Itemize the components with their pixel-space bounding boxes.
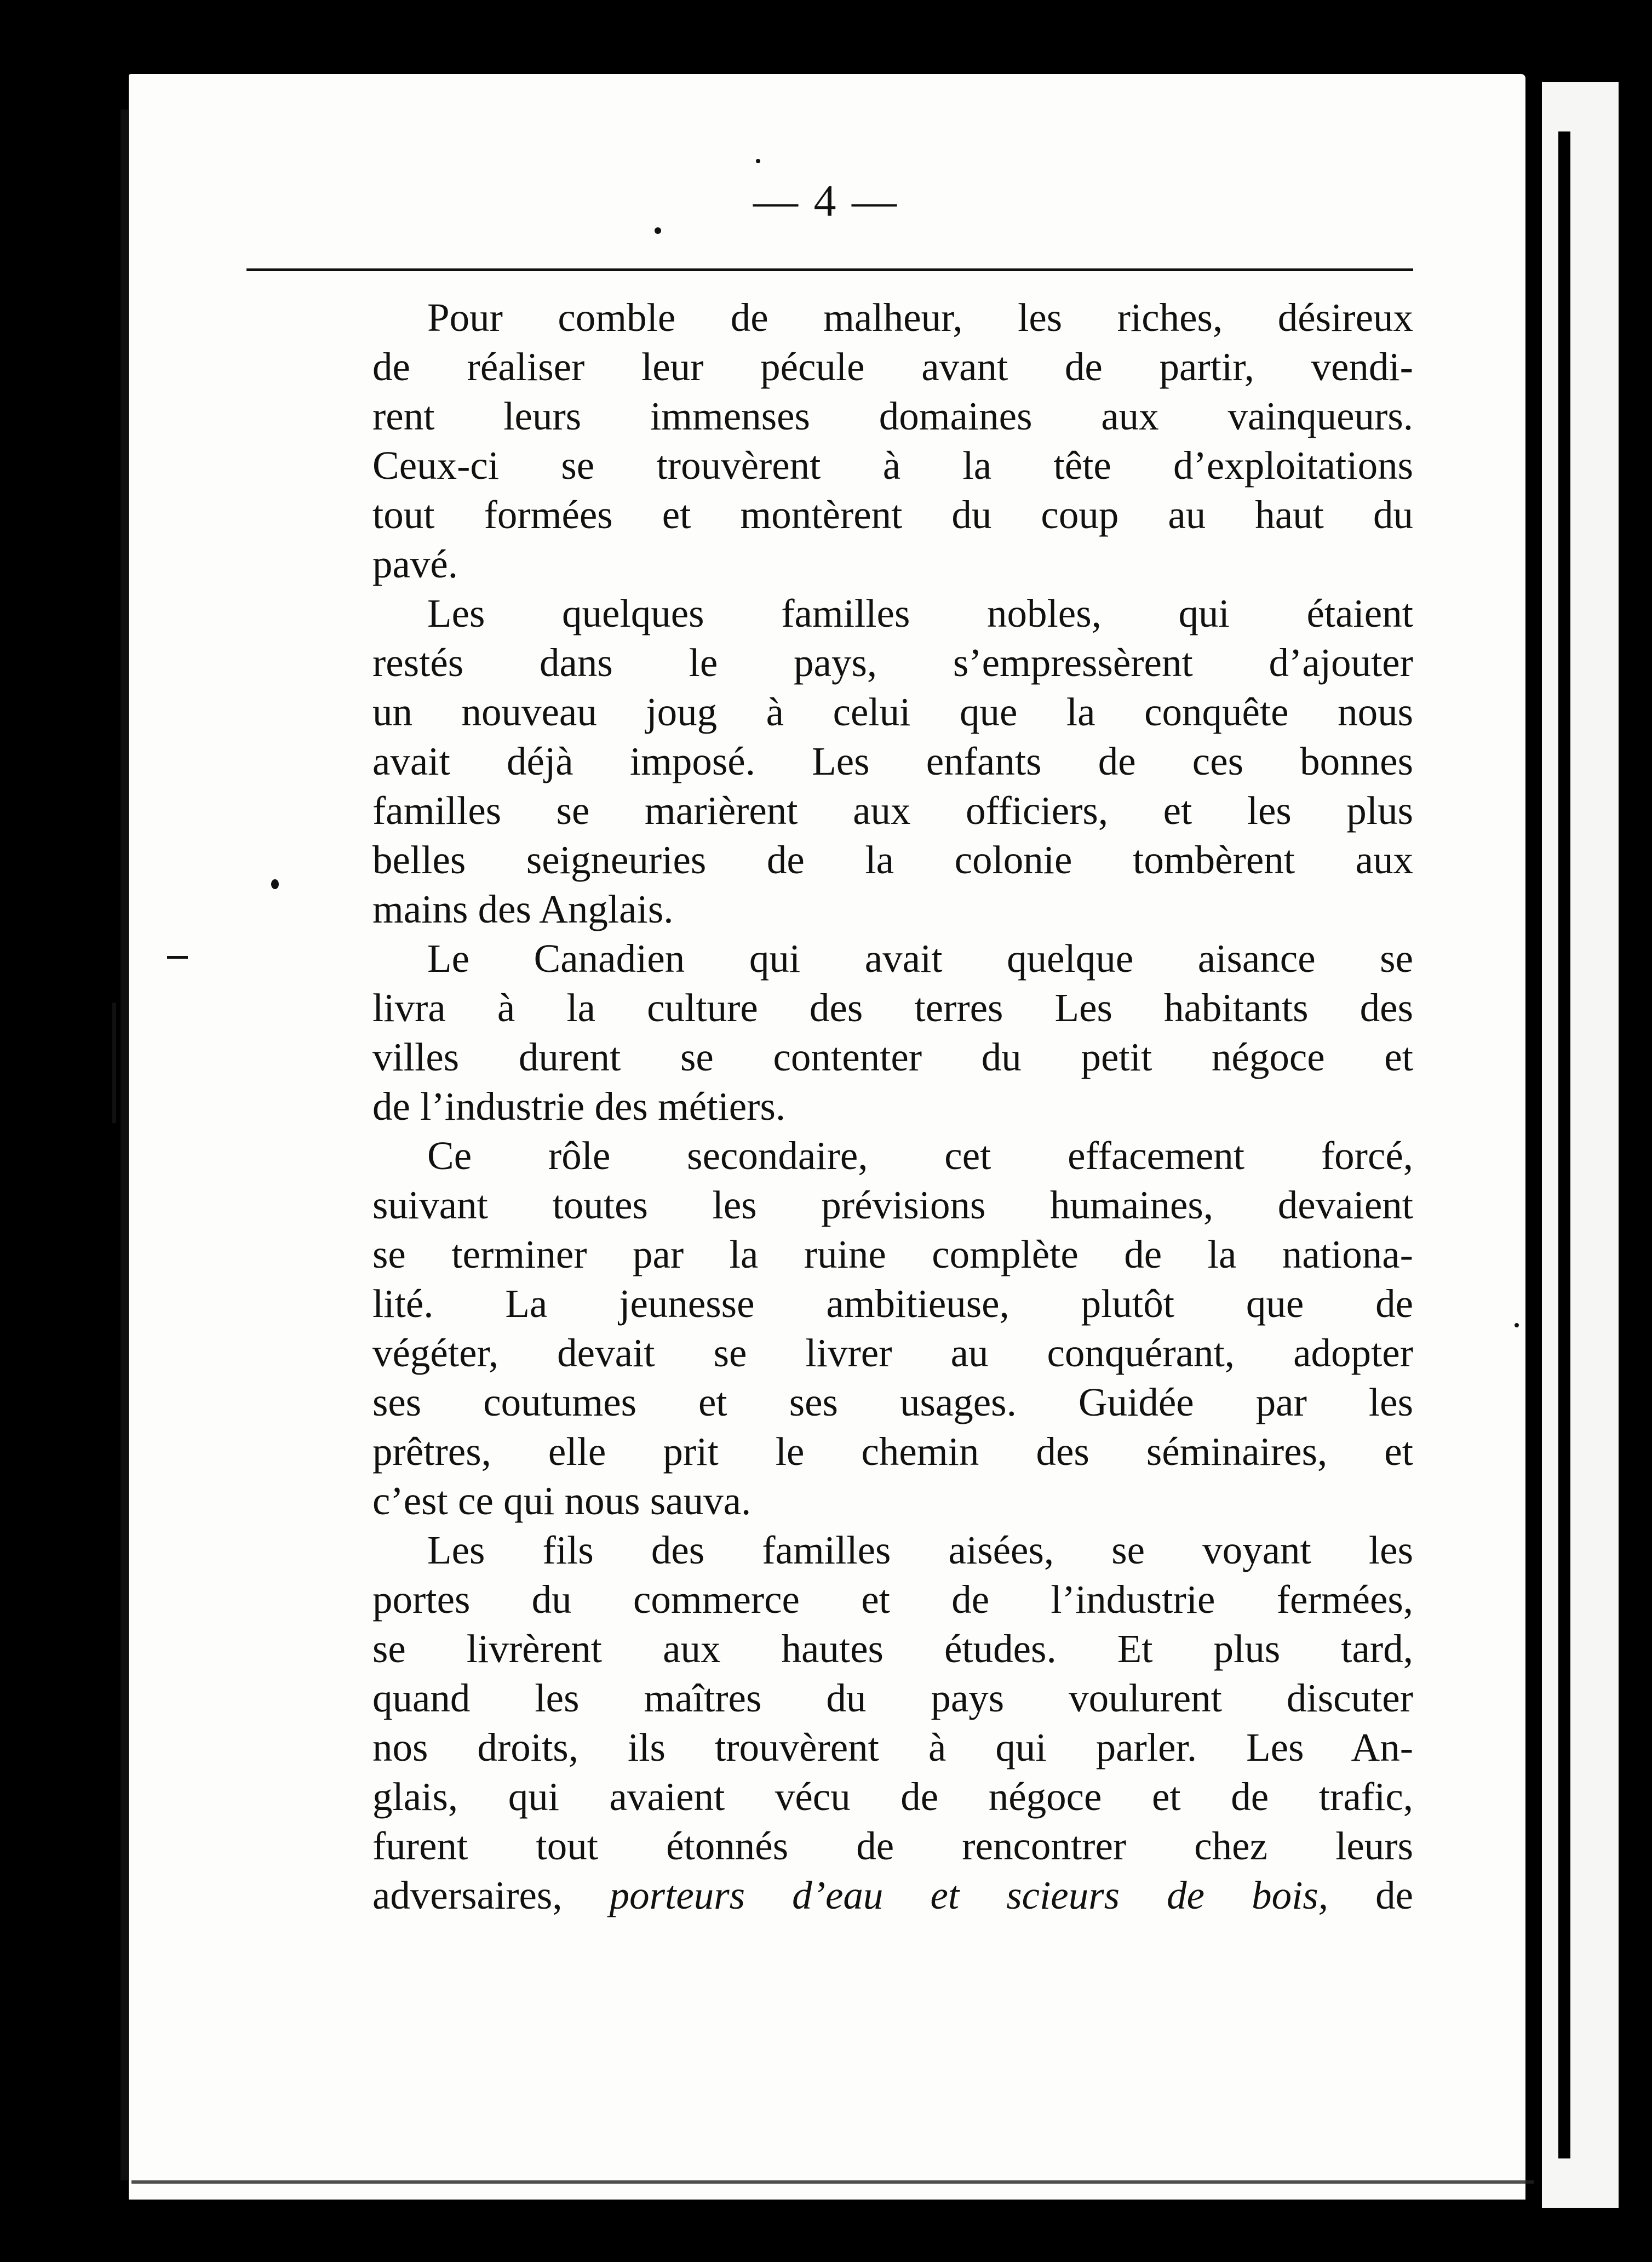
body-text: [372, 293, 1413, 1920]
text-line: avait déjà imposé. Les enfants de ces bonnes: [372, 739, 1413, 783]
text-line: restés dans le pays, s’empressèrent d’ajouter: [372, 640, 1413, 685]
text-line: se livrèrent aux hautes études. Et plus tard,: [372, 1627, 1413, 1671]
final-line-italic: porteurs d’eau et scieurs de bois,: [609, 1873, 1329, 1917]
text-line: Les quelques familles nobles, qui étaient: [427, 591, 1413, 635]
text-line: nos droits, ils trouvèrent à qui parler. Les An-: [372, 1725, 1413, 1769]
header-rule: [246, 268, 1413, 271]
text-line: Ceux-ci se trouvèrent à la tête d’exploitations: [372, 443, 1413, 488]
text-line: de l’industrie des métiers.: [372, 1084, 786, 1129]
text-line: se terminer par la ruine complète de la nationa-: [372, 1232, 1413, 1276]
text-line: glais, qui avaient vécu de négoce et de trafic,: [372, 1774, 1413, 1819]
text-line: c’est ce qui nous sauva.: [372, 1479, 752, 1523]
text-line: rent leurs immenses domaines aux vainqueurs.: [372, 394, 1413, 438]
scan-margin-mark: [121, 110, 128, 2180]
text-line: Les fils des familles aisées, se voyant les: [427, 1528, 1413, 1572]
text-line: Ce rôle secondaire, cet effacement forcé,: [427, 1133, 1413, 1178]
text-line-final: [372, 1871, 1413, 1920]
text-line: lité. La jeunesse ambitieuse, plutôt que de: [372, 1281, 1413, 1326]
final-line-before: adversaires,: [372, 1873, 563, 1917]
text-line: mains des Anglais.: [372, 887, 674, 931]
page-edge-strip: [1542, 82, 1619, 2208]
text-line: familles se marièrent aux officiers, et les plus: [372, 788, 1413, 833]
final-line-after: de: [1375, 1873, 1414, 1917]
text-line: pavé.: [372, 542, 458, 586]
page-edge-shadow: [1558, 131, 1570, 2158]
text-line: portes du commerce et de l’industrie fermées,: [372, 1577, 1413, 1622]
page-number: — 4 —: [753, 176, 899, 226]
text-line: livra à la culture des terres Les habitants des: [372, 986, 1413, 1030]
scan-speck: [271, 879, 279, 889]
text-line: belles seigneuries de la colonie tombèrent aux: [372, 838, 1413, 882]
scan-margin-mark: [167, 956, 188, 959]
text-line: quand les maîtres du pays voulurent discuter: [372, 1676, 1413, 1720]
text-line: furent tout étonnés de rencontrer chez leurs: [372, 1824, 1413, 1868]
text-line: Pour comble de malheur, les riches, désireux: [427, 295, 1413, 340]
text-line: ses coutumes et ses usages. Guidée par les: [372, 1380, 1413, 1424]
text-line: Le Canadien qui avait quelque aisance se: [427, 936, 1413, 981]
text-line: végéter, devait se livrer au conquérant, adopter: [372, 1331, 1413, 1375]
scan-bottom-edge: [131, 2180, 1534, 2184]
scan-speck: [655, 227, 661, 234]
text-line: tout formées et montèrent du coup au haut du: [372, 493, 1413, 537]
text-line: suivant toutes les prévisions humaines, devaient: [372, 1183, 1413, 1227]
text-line: villes durent se contenter du petit négoce et: [372, 1035, 1413, 1079]
text-line: de réaliser leur pécule avant de partir, vendi-: [372, 345, 1413, 389]
scan-speck: [756, 159, 760, 163]
text-line: prêtres, elle prit le chemin des séminaires, et: [372, 1429, 1413, 1474]
scan-speck: [1515, 1323, 1519, 1327]
text-line: un nouveau joug à celui que la conquête nous: [372, 690, 1413, 734]
scan-margin-mark: [112, 1003, 116, 1123]
paragraph-lines: [372, 293, 1413, 1871]
